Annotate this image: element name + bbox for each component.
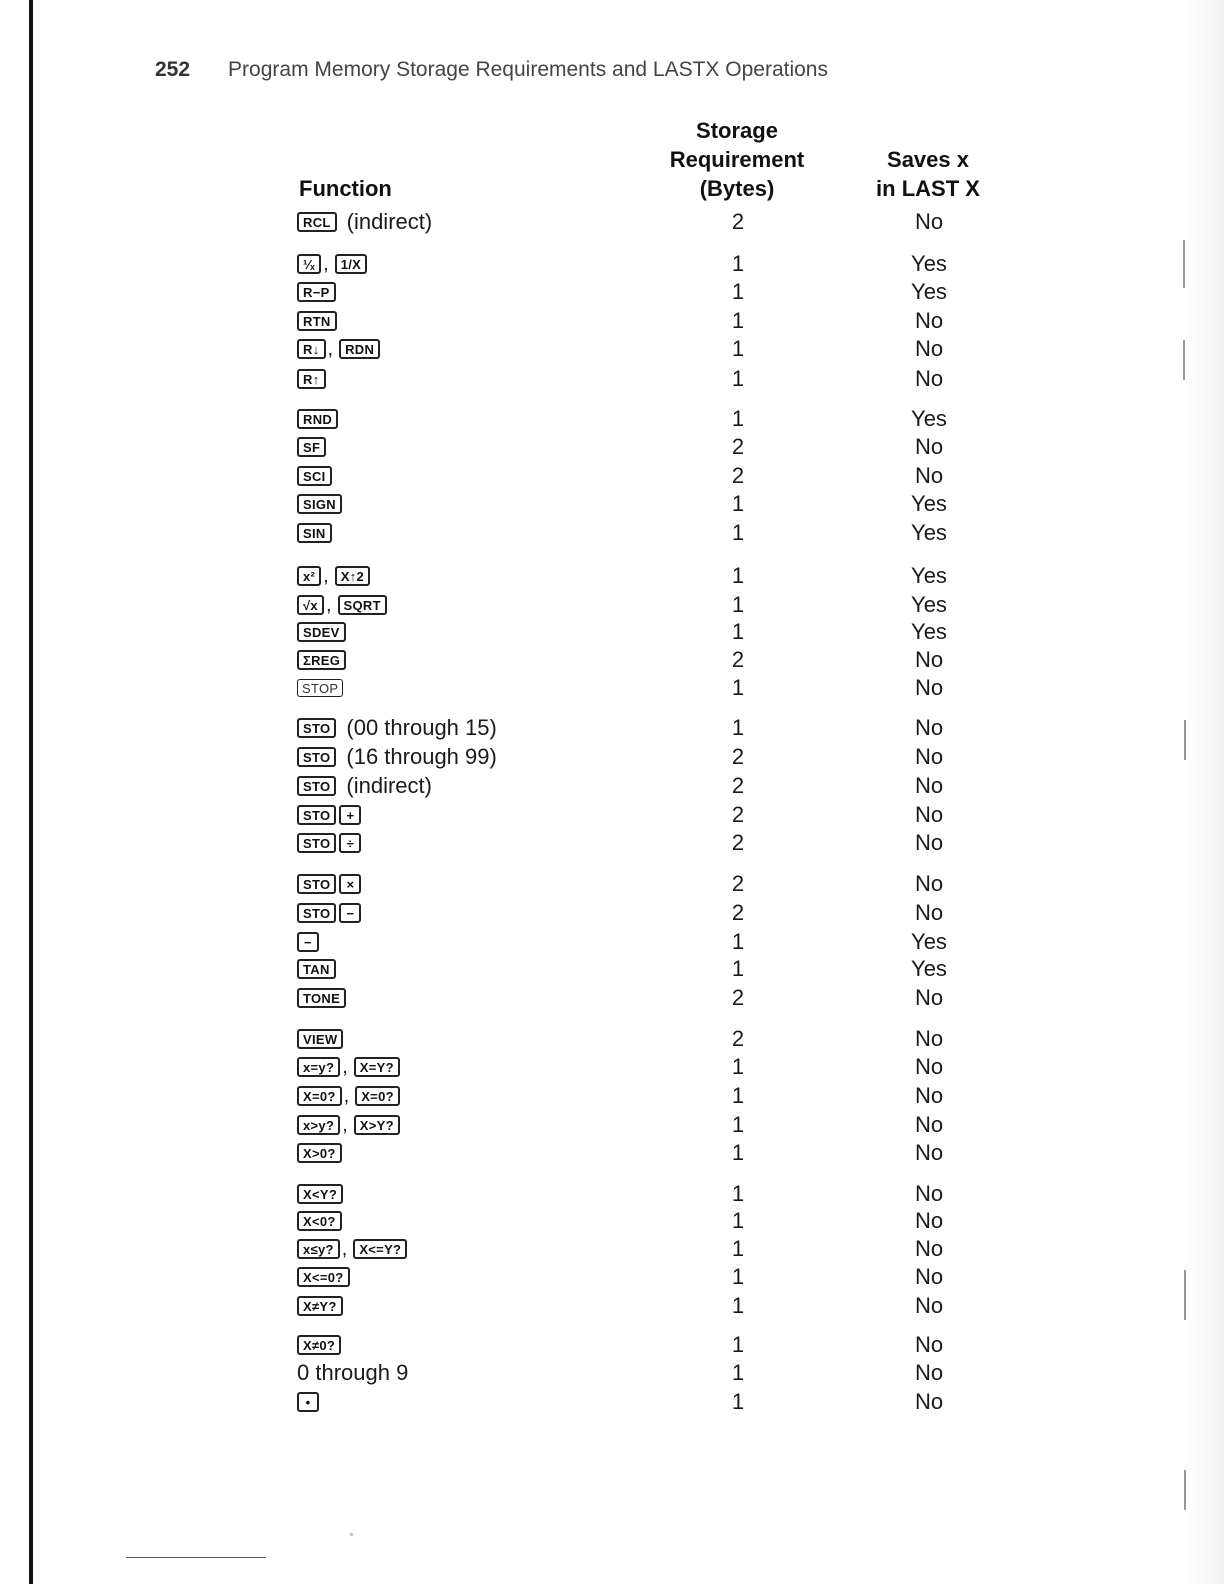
- storage-bytes-cell: 1: [731, 675, 745, 700]
- function-cell: [297, 772, 432, 800]
- key-symbol: SIN: [297, 523, 332, 543]
- key-separator: ,: [343, 1084, 350, 1107]
- table-row: [0, 829, 1224, 857]
- storage-bytes-cell: 1: [731, 520, 745, 545]
- key-symbol: X↑2: [335, 566, 370, 586]
- function-cell: [297, 278, 336, 306]
- storage-bytes-cell: 1: [731, 491, 745, 516]
- storage-bytes-cell: 1: [731, 619, 745, 644]
- storage-bytes-cell: 1: [731, 1293, 745, 1318]
- key-symbol: STO: [297, 833, 336, 853]
- key-symbol: R↓: [297, 339, 326, 359]
- table-row: [0, 462, 1224, 490]
- saves-lastx-cell: Yes: [911, 929, 947, 954]
- function-cell: [297, 714, 497, 742]
- storage-bytes-cell: 2: [731, 985, 745, 1010]
- saves-lastx-cell: No: [914, 336, 944, 361]
- table-row: [0, 250, 1224, 278]
- saves-lastx-cell: No: [914, 1026, 944, 1051]
- table-row: [0, 1025, 1224, 1053]
- key-symbol: ¹⁄ₓ: [297, 254, 321, 274]
- table-row: [0, 928, 1224, 956]
- storage-bytes-cell: 2: [731, 1026, 745, 1051]
- storage-bytes-cell: 1: [731, 1360, 745, 1385]
- key-symbol: RDN: [339, 339, 380, 359]
- table-row: [0, 307, 1224, 335]
- function-cell: [297, 591, 387, 619]
- key-symbol: RTN: [297, 311, 337, 331]
- function-text: (16 through 99): [346, 744, 497, 769]
- saves-lastx-cell: No: [914, 647, 944, 672]
- function-cell: [297, 1111, 400, 1139]
- key-symbol: SQRT: [338, 595, 387, 615]
- key-symbol: ×: [339, 874, 361, 894]
- function-cell: [297, 928, 319, 956]
- saves-lastx-cell: No: [914, 434, 944, 459]
- key-symbol: RCL: [297, 212, 337, 232]
- function-cell: [297, 1292, 343, 1320]
- key-symbol: x=y?: [297, 1057, 340, 1077]
- table-row: [0, 1235, 1224, 1263]
- saves-lastx-cell: No: [914, 773, 944, 798]
- function-cell: [297, 674, 343, 702]
- key-symbol: x²: [297, 566, 321, 586]
- function-text: (00 through 15): [346, 715, 497, 740]
- key-symbol: X<Y?: [297, 1184, 343, 1204]
- table-row: [0, 899, 1224, 927]
- saves-lastx-cell: No: [914, 1112, 944, 1137]
- function-cell: [297, 829, 361, 857]
- key-symbol: x>y?: [297, 1115, 340, 1135]
- table-row: [0, 743, 1224, 771]
- storage-bytes-cell: 1: [731, 1264, 745, 1289]
- function-cell: [297, 1388, 319, 1416]
- storage-bytes-cell: 1: [731, 563, 745, 588]
- table-row: [0, 1359, 1224, 1387]
- storage-bytes-cell: 1: [731, 1236, 745, 1261]
- key-symbol: RND: [297, 409, 338, 429]
- table-row: [0, 1207, 1224, 1235]
- saves-lastx-cell: Yes: [911, 592, 947, 617]
- saves-lastx-cell: No: [914, 985, 944, 1010]
- storage-bytes-cell: 2: [731, 647, 745, 672]
- storage-bytes-cell: 1: [731, 308, 745, 333]
- key-symbol: R↑: [297, 369, 326, 389]
- saves-lastx-cell: No: [914, 675, 944, 700]
- table-row: [0, 591, 1224, 619]
- key-symbol: STO: [297, 776, 336, 796]
- table-row: [0, 1331, 1224, 1359]
- saves-lastx-cell: Yes: [911, 520, 947, 545]
- function-cell: [297, 1180, 343, 1208]
- storage-bytes-cell: 1: [731, 336, 745, 361]
- key-symbol: x≤y?: [297, 1239, 340, 1259]
- storage-bytes-cell: 2: [731, 744, 745, 769]
- table-row: [0, 674, 1224, 702]
- function-cell: [297, 618, 346, 646]
- key-symbol: STO: [297, 903, 336, 923]
- saves-lastx-cell: No: [914, 463, 944, 488]
- saves-lastx-cell: No: [914, 1389, 944, 1414]
- table-row: [0, 955, 1224, 983]
- saves-lastx-cell: Yes: [911, 279, 947, 304]
- function-cell: [297, 1235, 407, 1263]
- function-cell: [297, 562, 370, 590]
- table-row: [0, 1292, 1224, 1320]
- function-cell: [297, 1025, 343, 1053]
- function-cell: [297, 1082, 400, 1110]
- function-cell: [297, 899, 361, 927]
- saves-lastx-cell: No: [914, 1293, 944, 1318]
- key-separator: ,: [341, 1237, 348, 1260]
- storage-bytes-cell: 1: [731, 1083, 745, 1108]
- storage-bytes-cell: 1: [731, 406, 745, 431]
- column-header-storage-line: Requirement: [669, 147, 805, 172]
- saves-lastx-cell: No: [914, 1181, 944, 1206]
- saves-lastx-cell: No: [914, 1332, 944, 1357]
- function-cell: [297, 1359, 408, 1387]
- storage-bytes-cell: 1: [731, 1112, 745, 1137]
- storage-bytes-cell: 1: [731, 279, 745, 304]
- storage-bytes-cell: 2: [731, 871, 745, 896]
- function-cell: [297, 519, 332, 547]
- saves-lastx-cell: No: [914, 1208, 944, 1233]
- function-text: (indirect): [346, 209, 433, 234]
- function-cell: [297, 433, 326, 461]
- saves-lastx-cell: No: [914, 1054, 944, 1079]
- key-symbol: X<=Y?: [353, 1239, 407, 1259]
- key-symbol: STO: [297, 874, 336, 894]
- key-symbol: ÷: [339, 833, 361, 853]
- function-cell: [297, 335, 380, 363]
- table-row: [0, 335, 1224, 363]
- key-separator: ,: [327, 337, 334, 360]
- storage-bytes-cell: 1: [731, 1181, 745, 1206]
- key-separator: ,: [342, 1113, 348, 1136]
- storage-bytes-cell: 2: [731, 434, 745, 459]
- saves-lastx-cell: No: [914, 1140, 944, 1165]
- function-cell: [297, 1207, 342, 1235]
- table-row: [0, 278, 1224, 306]
- function-text: (indirect): [346, 773, 432, 798]
- key-symbol: X<0?: [297, 1211, 342, 1231]
- storage-bytes-cell: 2: [731, 802, 745, 827]
- saves-lastx-cell: No: [914, 308, 944, 333]
- saves-lastx-cell: Yes: [911, 406, 947, 431]
- key-symbol: X≠0?: [297, 1335, 341, 1355]
- saves-lastx-cell: No: [914, 871, 944, 896]
- key-symbol: SDEV: [297, 622, 346, 642]
- function-cell: [297, 490, 342, 518]
- function-cell: [297, 870, 361, 898]
- saves-lastx-cell: No: [914, 744, 944, 769]
- key-symbol: •: [297, 1392, 319, 1412]
- table-row: [0, 646, 1224, 674]
- key-separator: ,: [323, 564, 329, 587]
- key-symbol: X<=0?: [297, 1267, 350, 1287]
- table-row: [0, 519, 1224, 547]
- table-row: [0, 1139, 1224, 1167]
- saves-lastx-cell: No: [914, 1083, 944, 1108]
- function-cell: [297, 1263, 350, 1291]
- function-cell: [297, 307, 337, 335]
- saves-lastx-cell: Yes: [911, 619, 947, 644]
- function-cell: [297, 1053, 400, 1081]
- column-header-storage-line: (Bytes): [699, 176, 775, 201]
- key-symbol: X=Y?: [354, 1057, 400, 1077]
- key-symbol: STO: [297, 718, 336, 738]
- function-cell: [297, 955, 336, 983]
- column-header-lastx-line: in LAST X: [876, 176, 980, 201]
- key-symbol: SIGN: [297, 494, 342, 514]
- storage-bytes-cell: 1: [731, 1054, 745, 1079]
- column-header-storage-line: Storage: [696, 118, 778, 143]
- table-row: [0, 984, 1224, 1012]
- storage-bytes-cell: 2: [731, 463, 745, 488]
- table-row: [0, 208, 1224, 236]
- storage-bytes-cell: 2: [731, 209, 745, 234]
- storage-bytes-cell: 1: [731, 1208, 745, 1233]
- key-symbol: 1/X: [335, 254, 367, 274]
- header-title: Program Memory Storage Requirements and LASTX Operations: [228, 58, 828, 81]
- key-symbol: TONE: [297, 988, 346, 1008]
- key-symbol: X=0?: [355, 1086, 400, 1106]
- key-symbol: X>0?: [297, 1143, 342, 1163]
- table-row: [0, 562, 1224, 590]
- function-cell: [297, 365, 326, 393]
- key-symbol: SCI: [297, 466, 332, 486]
- storage-bytes-cell: 1: [731, 366, 745, 391]
- function-cell: [297, 462, 332, 490]
- saves-lastx-cell: Yes: [911, 956, 947, 981]
- function-cell: [297, 984, 346, 1012]
- function-cell: [297, 743, 497, 771]
- storage-bytes-cell: 1: [731, 251, 745, 276]
- saves-lastx-cell: No: [914, 715, 944, 740]
- column-header-function: Function: [299, 176, 392, 201]
- key-symbol: SF: [297, 437, 326, 457]
- table-row: [0, 1082, 1224, 1110]
- saves-lastx-cell: No: [914, 1264, 944, 1289]
- key-symbol: STO: [297, 805, 336, 825]
- column-header-lastx-line: Saves x: [887, 147, 969, 172]
- table-row: [0, 1111, 1224, 1139]
- key-symbol: +: [339, 805, 361, 825]
- key-symbol: TAN: [297, 959, 336, 979]
- storage-bytes-cell: 1: [731, 715, 745, 740]
- storage-bytes-cell: 1: [731, 1389, 745, 1414]
- function-text: 0 through 9: [297, 1360, 409, 1385]
- table-row: [0, 801, 1224, 829]
- key-symbol: VIEW: [297, 1029, 343, 1049]
- function-cell: [297, 1331, 341, 1359]
- function-cell: [297, 250, 367, 278]
- storage-bytes-cell: 1: [731, 1332, 745, 1357]
- table-row: [0, 1053, 1224, 1081]
- page-number: 252: [155, 58, 191, 81]
- storage-bytes-cell: 2: [731, 773, 745, 798]
- table-row: [0, 1388, 1224, 1416]
- saves-lastx-cell: No: [914, 209, 944, 234]
- storage-bytes-cell: 2: [731, 900, 745, 925]
- saves-lastx-cell: No: [914, 830, 944, 855]
- table-row: [0, 1180, 1224, 1208]
- key-symbol: X≠Y?: [297, 1296, 343, 1316]
- storage-bytes-cell: 2: [731, 830, 745, 855]
- storage-bytes-cell: 1: [731, 1140, 745, 1165]
- saves-lastx-cell: No: [914, 1360, 944, 1385]
- saves-lastx-cell: No: [914, 1236, 944, 1261]
- function-cell: [297, 801, 361, 829]
- key-symbol: ΣREG: [297, 650, 346, 670]
- key-symbol: −: [339, 903, 361, 923]
- function-cell: [297, 1139, 342, 1167]
- table-row: [0, 714, 1224, 742]
- saves-lastx-cell: Yes: [911, 563, 947, 588]
- saves-lastx-cell: No: [914, 366, 944, 391]
- function-cell: [297, 405, 338, 433]
- table-row: [0, 870, 1224, 898]
- storage-bytes-cell: 1: [731, 592, 745, 617]
- saves-lastx-cell: No: [914, 802, 944, 827]
- key-separator: ,: [323, 252, 329, 275]
- saves-lastx-cell: Yes: [911, 491, 947, 516]
- key-symbol: X>Y?: [354, 1115, 400, 1135]
- table-row: [0, 365, 1224, 393]
- table-row: [0, 405, 1224, 433]
- table-row: [0, 433, 1224, 461]
- key-symbol: X=0?: [297, 1086, 342, 1106]
- storage-bytes-cell: 1: [731, 956, 745, 981]
- saves-lastx-cell: No: [914, 900, 944, 925]
- key-symbol: √x: [297, 595, 324, 615]
- key-symbol: R−P: [297, 282, 336, 302]
- key-symbol: STO: [297, 747, 336, 767]
- key-symbol: −: [297, 932, 319, 952]
- key-separator: ,: [325, 593, 332, 616]
- storage-bytes-cell: 1: [731, 929, 745, 954]
- table-row: [0, 618, 1224, 646]
- table-row: [0, 490, 1224, 518]
- key-separator: ,: [342, 1055, 348, 1078]
- function-cell: [297, 646, 346, 674]
- saves-lastx-cell: Yes: [911, 251, 947, 276]
- table-row: [0, 772, 1224, 800]
- key-symbol: STOP: [297, 679, 343, 697]
- table-row: [0, 1263, 1224, 1291]
- function-cell: [297, 208, 432, 236]
